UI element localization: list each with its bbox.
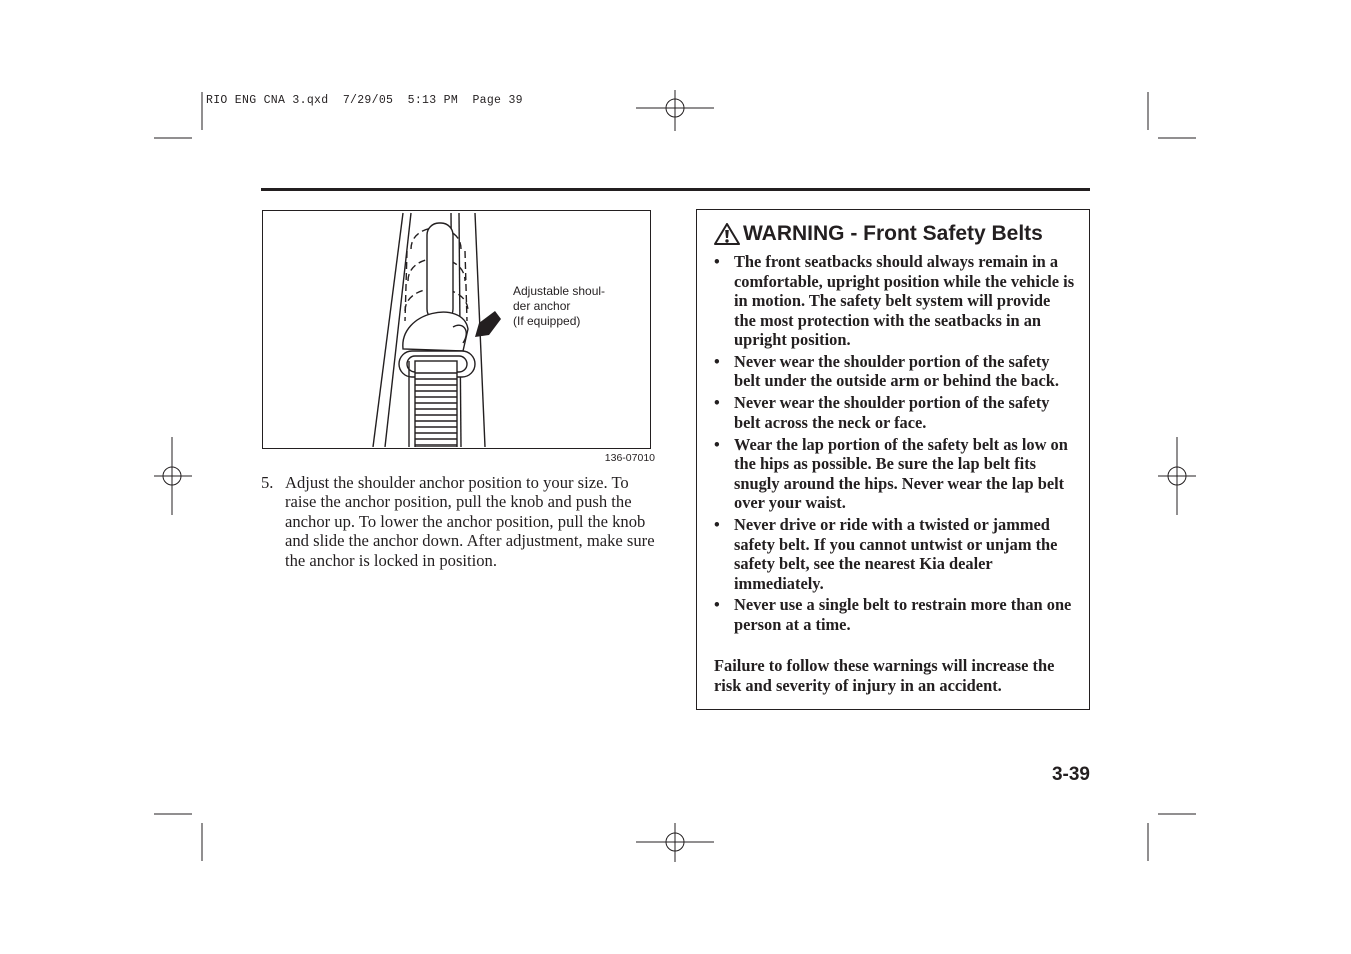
seat-belt-anchor-drawing bbox=[263, 211, 649, 447]
bullet: • bbox=[714, 351, 720, 371]
bullet: • bbox=[714, 434, 720, 454]
figure-caption bbox=[513, 284, 643, 329]
warning-item-text: Never wear the shoulder portion of the safety belt across the neck or face. bbox=[734, 393, 1050, 432]
warning-item-text: Wear the lap portion of the safety belt as low on the hips as possible. Be sure the lap belt fits snugly around the hips. Never wear the lap belt over your waist. bbox=[734, 434, 1068, 513]
step-text: Adjust the shoulder anchor position to your size. To raise the anchor position, pull the knob and push the anchor up. To lower the anchor position, pull the knob and slide the anchor down. After adjustment, make sure the anchor is locked in position. bbox=[285, 473, 655, 570]
warning-item bbox=[714, 595, 1076, 634]
warning-item bbox=[714, 435, 1076, 513]
figure-code: 136-07010 bbox=[604, 452, 655, 464]
warning-title-text: WARNING - Front Safety Belts bbox=[743, 222, 1043, 245]
warning-title bbox=[714, 222, 1043, 246]
warning-item-text: Never use a single belt to restrain more than one person at a time. bbox=[734, 595, 1072, 634]
warning-item-text: Never drive or ride with a twisted or jammed safety belt. If you cannot untwist or unjam the safety belt, see the nearest Kia dealer immediately. bbox=[734, 515, 1058, 593]
print-slug-line: RIO ENG CNA 3.qxd 7/29/05 5:13 PM Page 39 bbox=[206, 94, 523, 107]
bullet: • bbox=[714, 393, 720, 413]
bullet: • bbox=[714, 515, 720, 535]
bullet: • bbox=[714, 595, 720, 615]
shoulder-anchor-illustration bbox=[262, 210, 651, 449]
warning-item bbox=[714, 393, 1076, 432]
figure-caption-line: (If equipped) bbox=[513, 314, 581, 328]
figure-caption-line: der anchor bbox=[513, 299, 571, 313]
warning-item bbox=[714, 515, 1076, 593]
warning-footer: Failure to follow these warnings will increase the risk and severity of injury in an accident. bbox=[714, 656, 1055, 695]
warning-item-text: Never wear the shoulder portion of the safety belt under the outside arm or behind the back. bbox=[734, 351, 1059, 391]
warning-item-text: The front seatbacks should always remain in a comfortable, upright position while the vehicle is in motion. The safety belt system will provide the most protection with the seatbacks in an upright position. bbox=[734, 252, 1075, 349]
warning-item bbox=[714, 252, 1076, 350]
page-number: 3-39 bbox=[1051, 764, 1090, 785]
bullet: • bbox=[714, 252, 720, 271]
instruction-step bbox=[261, 473, 661, 570]
header-rule bbox=[261, 188, 1090, 191]
step-number: 5. bbox=[261, 473, 274, 492]
warning-item bbox=[714, 352, 1076, 391]
figure-caption-line: Adjustable shoul- bbox=[513, 284, 606, 298]
warning-triangle-icon bbox=[714, 223, 740, 245]
warning-list bbox=[714, 252, 1076, 637]
